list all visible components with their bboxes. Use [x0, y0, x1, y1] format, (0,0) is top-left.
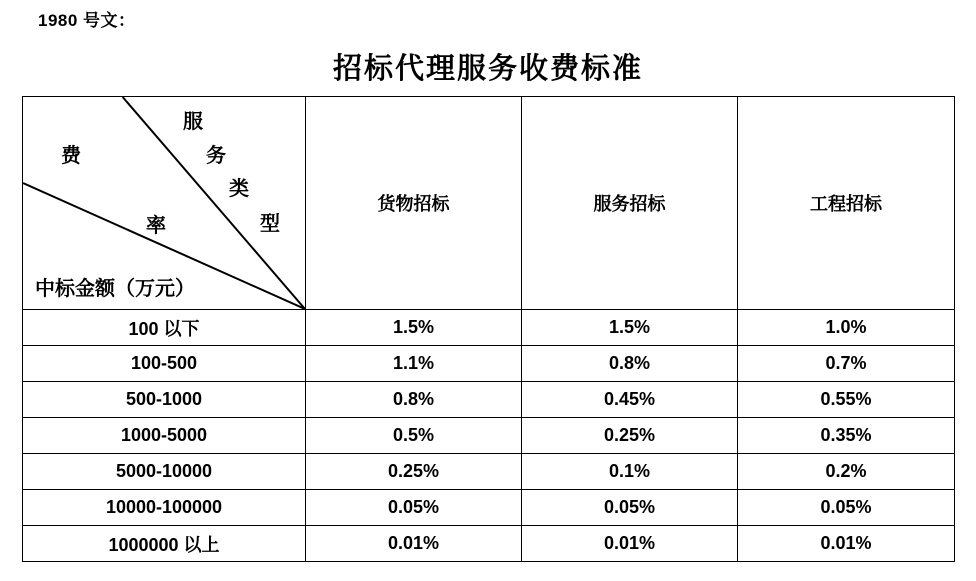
- page-title: 招标代理服务收费标准: [332, 53, 643, 85]
- cell-project: 0.35%: [738, 418, 955, 454]
- corner-label-service-1: 服: [183, 111, 203, 133]
- column-header-project: 工程招标: [738, 97, 955, 310]
- cell-project: 0.2%: [738, 454, 955, 490]
- column-header-service: 服务招标: [522, 97, 738, 310]
- corner-label-fee-1: 费: [61, 145, 81, 167]
- table-row: [23, 490, 955, 526]
- table-header-row: [23, 97, 955, 310]
- cell-service: 1.5%: [522, 310, 738, 346]
- cell-goods: 0.8%: [306, 382, 522, 418]
- row-label: 1000000 以上: [23, 526, 306, 562]
- document-reference: 1980 号文：: [38, 11, 136, 30]
- cell-project: 1.0%: [738, 310, 955, 346]
- table-corner-cell: [23, 97, 306, 310]
- cell-service: 0.1%: [522, 454, 738, 490]
- cell-goods: 0.25%: [306, 454, 522, 490]
- cell-goods: 0.01%: [306, 526, 522, 562]
- cell-service: 0.05%: [522, 490, 738, 526]
- corner-label-amount: 中标金额（万元）: [35, 278, 195, 300]
- cell-project: 0.55%: [738, 382, 955, 418]
- cell-project: 0.05%: [738, 490, 955, 526]
- cell-goods: 0.5%: [306, 418, 522, 454]
- fee-table-container: [22, 96, 954, 562]
- table-row: [23, 526, 955, 562]
- row-label: 100-500: [23, 346, 306, 382]
- corner-label-fee-2: 率: [146, 215, 166, 237]
- table-row: [23, 382, 955, 418]
- cell-goods: 1.5%: [306, 310, 522, 346]
- cell-service: 0.25%: [522, 418, 738, 454]
- table-row: [23, 310, 955, 346]
- row-label: 5000-10000: [23, 454, 306, 490]
- fee-standard-table: [22, 96, 955, 562]
- corner-label-type-2: 型: [260, 213, 280, 235]
- cell-service: 0.45%: [522, 382, 738, 418]
- column-header-goods: 货物招标: [306, 97, 522, 310]
- corner-label-service-2: 务: [206, 145, 226, 167]
- table-row: [23, 346, 955, 382]
- table-row: [23, 418, 955, 454]
- cell-service: 0.01%: [522, 526, 738, 562]
- corner-label-type-1: 类: [229, 178, 249, 200]
- row-label: 500-1000: [23, 382, 306, 418]
- row-label: 10000-100000: [23, 490, 306, 526]
- cell-project: 0.7%: [738, 346, 955, 382]
- cell-project: 0.01%: [738, 526, 955, 562]
- row-label: 1000-5000: [23, 418, 306, 454]
- table-row: [23, 454, 955, 490]
- cell-goods: 0.05%: [306, 490, 522, 526]
- cell-goods: 1.1%: [306, 346, 522, 382]
- cell-service: 0.8%: [522, 346, 738, 382]
- row-label: 100 以下: [23, 310, 306, 346]
